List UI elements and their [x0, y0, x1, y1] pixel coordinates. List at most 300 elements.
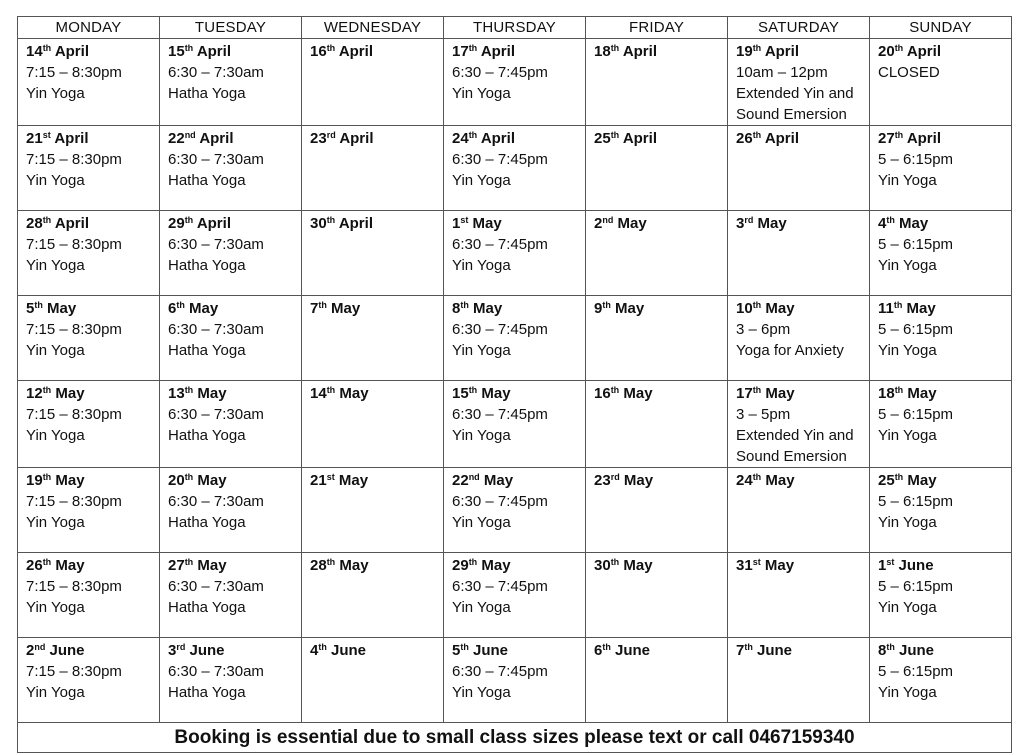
- cell-date: [594, 383, 727, 404]
- day-cell: [18, 39, 160, 126]
- cell-date: [736, 470, 869, 491]
- cell-date: [594, 555, 727, 576]
- day-cell: [302, 126, 444, 211]
- date-month: April: [196, 215, 231, 232]
- date-suffix: th: [894, 130, 904, 140]
- date-day: 12: [26, 385, 43, 402]
- cell-date: [26, 470, 159, 491]
- class-detail: Extended Yin and: [736, 427, 854, 444]
- class-detail: 7:15 – 8:30pm: [26, 321, 122, 338]
- date-suffix: th: [468, 43, 478, 53]
- class-detail: Hatha Yoga: [168, 684, 246, 701]
- date-suffix: st: [886, 557, 895, 567]
- class-detail: Sound Emersion: [736, 448, 847, 465]
- class-detail: 5 – 6:15pm: [878, 236, 954, 253]
- cell-date: [736, 298, 869, 319]
- date-suffix: th: [326, 385, 336, 395]
- cell-date: [26, 640, 159, 661]
- date-suffix: th: [602, 300, 611, 310]
- date-month: May: [481, 557, 511, 574]
- date-month: May: [906, 300, 936, 317]
- date-month: May: [339, 385, 369, 402]
- date-suffix: th: [752, 43, 762, 53]
- class-detail: 3 – 6pm: [736, 321, 791, 338]
- cell-date: [168, 640, 301, 661]
- cell-date: [878, 41, 1011, 62]
- date-month: June: [757, 642, 793, 659]
- date-suffix: th: [176, 300, 185, 310]
- day-cell: [302, 39, 444, 126]
- date-suffix: th: [184, 385, 194, 395]
- class-detail: 10am – 12pm: [736, 64, 828, 81]
- day-cell: [302, 468, 444, 553]
- class-detail: 7:15 – 8:30pm: [26, 406, 122, 423]
- date-month: May: [483, 472, 514, 489]
- day-cell: [728, 126, 870, 211]
- class-detail: 7:15 – 8:30pm: [26, 151, 122, 168]
- day-cell: [586, 39, 728, 126]
- day-cell: [18, 211, 160, 296]
- class-detail: 6:30 – 7:45pm: [452, 663, 548, 680]
- cell-date: [26, 41, 159, 62]
- date-day: 15: [168, 43, 185, 60]
- week-row: [18, 126, 1012, 211]
- date-suffix: th: [894, 385, 904, 395]
- class-detail: 6:30 – 7:30am: [168, 406, 264, 423]
- day-cell: [586, 211, 728, 296]
- day-header: WEDNESDAY: [302, 17, 444, 39]
- date-day: 18: [878, 385, 895, 402]
- class-detail: 6:30 – 7:30am: [168, 64, 264, 81]
- class-detail: Yin Yoga: [878, 427, 937, 444]
- date-month: May: [907, 385, 937, 402]
- class-detail: 3 – 5pm: [736, 406, 791, 423]
- date-month: May: [197, 385, 227, 402]
- class-detail: 6:30 – 7:30am: [168, 663, 264, 680]
- cell-date: [736, 640, 869, 661]
- class-detail: Hatha Yoga: [168, 172, 246, 189]
- date-month: May: [55, 557, 85, 574]
- date-day: 22: [452, 472, 469, 489]
- cell-date: [310, 213, 443, 234]
- class-detail: Yin Yoga: [452, 85, 511, 102]
- day-cell: [728, 296, 870, 381]
- day-cell: [728, 381, 870, 468]
- date-day: 8: [878, 642, 887, 659]
- class-detail: Yin Yoga: [452, 427, 511, 444]
- schedule-body: [18, 39, 1012, 723]
- class-detail: 7:15 – 8:30pm: [26, 236, 122, 253]
- class-detail: 6:30 – 7:30am: [168, 493, 264, 510]
- date-month: April: [338, 215, 373, 232]
- cell-date: [878, 213, 1011, 234]
- cell-date: [878, 298, 1011, 319]
- day-cell: [870, 381, 1012, 468]
- class-detail: 6:30 – 7:30am: [168, 578, 264, 595]
- cell-date: [310, 41, 443, 62]
- date-suffix: th: [42, 472, 52, 482]
- date-suffix: th: [752, 472, 762, 482]
- date-month: April: [339, 130, 374, 147]
- day-cell: [18, 126, 160, 211]
- date-suffix: th: [602, 642, 611, 652]
- class-detail: 5 – 6:15pm: [878, 151, 954, 168]
- date-suffix: th: [42, 215, 52, 225]
- date-suffix: th: [886, 642, 895, 652]
- cell-date: [452, 298, 585, 319]
- footer-row: [18, 723, 1012, 753]
- class-detail: Yin Yoga: [26, 85, 85, 102]
- cell-date: [594, 213, 727, 234]
- date-day: 25: [594, 130, 611, 147]
- date-day: 17: [452, 43, 469, 60]
- day-cell: [586, 638, 728, 723]
- date-month: April: [54, 130, 89, 147]
- class-detail: Yin Yoga: [452, 684, 511, 701]
- class-detail: 5 – 6:15pm: [878, 578, 954, 595]
- class-detail: 6:30 – 7:45pm: [452, 64, 548, 81]
- date-month: April: [622, 43, 657, 60]
- class-detail: Yin Yoga: [26, 172, 85, 189]
- class-detail: Yin Yoga: [878, 599, 937, 616]
- cell-date: [26, 383, 159, 404]
- date-suffix: st: [326, 472, 335, 482]
- class-detail: Yin Yoga: [878, 684, 937, 701]
- class-detail: 6:30 – 7:45pm: [452, 493, 548, 510]
- class-detail: 7:15 – 8:30pm: [26, 64, 122, 81]
- date-month: April: [338, 43, 373, 60]
- class-detail: Yin Yoga: [26, 684, 85, 701]
- date-day: 5: [26, 300, 35, 317]
- cell-date: [878, 128, 1011, 149]
- cell-date: [594, 128, 727, 149]
- day-cell: [160, 211, 302, 296]
- date-day: 30: [594, 557, 611, 574]
- date-day: 26: [736, 130, 753, 147]
- day-cell: [728, 638, 870, 723]
- day-cell: [302, 553, 444, 638]
- cell-date: [452, 41, 585, 62]
- date-suffix: rd: [610, 472, 620, 482]
- day-cell: [586, 296, 728, 381]
- date-day: 20: [168, 472, 185, 489]
- date-suffix: th: [886, 215, 895, 225]
- day-cell: [586, 126, 728, 211]
- date-month: May: [331, 300, 361, 317]
- class-detail: 6:30 – 7:45pm: [452, 321, 548, 338]
- cell-date: [168, 213, 301, 234]
- class-detail: Extended Yin and: [736, 85, 854, 102]
- day-cell: [160, 126, 302, 211]
- date-suffix: th: [744, 642, 753, 652]
- date-suffix: th: [894, 472, 904, 482]
- date-suffix: nd: [34, 642, 46, 652]
- class-detail: Hatha Yoga: [168, 514, 246, 531]
- date-day: 15: [452, 385, 469, 402]
- date-suffix: rd: [744, 215, 754, 225]
- date-day: 1: [878, 557, 887, 574]
- date-suffix: nd: [468, 472, 480, 482]
- cell-date: [168, 555, 301, 576]
- class-detail: Yin Yoga: [452, 342, 511, 359]
- class-detail: Yin Yoga: [26, 342, 85, 359]
- date-day: 18: [594, 43, 611, 60]
- day-cell: [160, 39, 302, 126]
- class-detail: 6:30 – 7:45pm: [452, 151, 548, 168]
- date-day: 16: [594, 385, 611, 402]
- day-cell: [444, 553, 586, 638]
- class-detail: Yin Yoga: [452, 257, 511, 274]
- cell-date: [26, 128, 159, 149]
- date-month: April: [54, 215, 89, 232]
- class-detail: 5 – 6:15pm: [878, 493, 954, 510]
- date-month: May: [472, 215, 502, 232]
- date-suffix: st: [752, 557, 761, 567]
- date-day: 19: [26, 472, 43, 489]
- class-detail: Yin Yoga: [26, 257, 85, 274]
- date-day: 20: [878, 43, 895, 60]
- cell-date: [310, 470, 443, 491]
- cell-date: [878, 383, 1011, 404]
- date-month: April: [480, 130, 515, 147]
- date-month: May: [55, 472, 85, 489]
- date-suffix: th: [610, 43, 620, 53]
- date-day: 6: [594, 642, 603, 659]
- week-row: [18, 553, 1012, 638]
- date-suffix: st: [42, 130, 51, 140]
- date-suffix: th: [610, 385, 620, 395]
- day-cell: [870, 553, 1012, 638]
- date-month: May: [338, 472, 369, 489]
- date-day: 19: [736, 43, 753, 60]
- date-day: 7: [310, 300, 319, 317]
- date-day: 5: [452, 642, 461, 659]
- class-detail: 6:30 – 7:45pm: [452, 406, 548, 423]
- date-day: 17: [736, 385, 753, 402]
- date-day: 28: [310, 557, 327, 574]
- class-detail: Hatha Yoga: [168, 599, 246, 616]
- date-suffix: th: [184, 557, 194, 567]
- day-header: MONDAY: [18, 17, 160, 39]
- date-day: 4: [878, 215, 887, 232]
- class-detail: Yin Yoga: [452, 172, 511, 189]
- day-header: THURSDAY: [444, 17, 586, 39]
- date-month: May: [623, 557, 653, 574]
- date-month: June: [615, 642, 651, 659]
- date-day: 3: [736, 215, 745, 232]
- day-cell: [444, 296, 586, 381]
- date-day: 26: [26, 557, 43, 574]
- date-month: April: [764, 130, 799, 147]
- date-month: June: [331, 642, 367, 659]
- date-suffix: th: [752, 300, 762, 310]
- cell-date: [736, 128, 869, 149]
- cell-date: [310, 640, 443, 661]
- schedule-wrapper: [17, 16, 1012, 753]
- cell-date: [310, 555, 443, 576]
- day-cell: [586, 553, 728, 638]
- date-suffix: th: [893, 300, 903, 310]
- date-suffix: th: [894, 43, 904, 53]
- date-month: April: [622, 130, 657, 147]
- cell-date: [452, 383, 585, 404]
- date-suffix: th: [468, 385, 478, 395]
- date-day: 30: [310, 215, 327, 232]
- day-cell: [302, 296, 444, 381]
- week-row: [18, 211, 1012, 296]
- class-detail: Hatha Yoga: [168, 342, 246, 359]
- day-header: FRIDAY: [586, 17, 728, 39]
- day-cell: [444, 211, 586, 296]
- date-day: 4: [310, 642, 319, 659]
- day-cell: [586, 468, 728, 553]
- date-suffix: th: [184, 472, 194, 482]
- day-cell: [870, 638, 1012, 723]
- date-day: 25: [878, 472, 895, 489]
- date-month: April: [480, 43, 515, 60]
- class-detail: 5 – 6:15pm: [878, 321, 954, 338]
- class-detail: Hatha Yoga: [168, 257, 246, 274]
- date-month: May: [899, 215, 929, 232]
- cell-date: [736, 555, 869, 576]
- week-row: [18, 381, 1012, 468]
- class-detail: 7:15 – 8:30pm: [26, 663, 122, 680]
- booking-notice: Booking is essential due to small class sizes please text or call 0467159340: [18, 723, 1012, 753]
- date-day: 9: [594, 300, 603, 317]
- day-cell: [728, 211, 870, 296]
- date-day: 7: [736, 642, 745, 659]
- date-suffix: st: [460, 215, 469, 225]
- class-detail: Yin Yoga: [26, 599, 85, 616]
- week-row: [18, 296, 1012, 381]
- class-detail: Yin Yoga: [452, 514, 511, 531]
- date-month: April: [764, 43, 799, 60]
- date-day: 11: [878, 300, 894, 317]
- class-detail: 6:30 – 7:45pm: [452, 236, 548, 253]
- class-detail: Yin Yoga: [878, 514, 937, 531]
- date-suffix: th: [752, 385, 762, 395]
- cell-date: [452, 470, 585, 491]
- day-header-row: [18, 17, 1012, 39]
- cell-date: [452, 213, 585, 234]
- date-suffix: th: [326, 557, 336, 567]
- cell-date: [452, 555, 585, 576]
- cell-date: [168, 470, 301, 491]
- date-day: 14: [26, 43, 43, 60]
- day-header: SUNDAY: [870, 17, 1012, 39]
- date-month: May: [473, 300, 503, 317]
- cell-date: [452, 128, 585, 149]
- date-month: May: [764, 557, 795, 574]
- day-cell: [302, 381, 444, 468]
- date-day: 23: [594, 472, 611, 489]
- date-suffix: nd: [184, 130, 196, 140]
- date-suffix: th: [610, 557, 620, 567]
- day-cell: [444, 39, 586, 126]
- day-cell: [444, 468, 586, 553]
- date-suffix: th: [610, 130, 620, 140]
- date-day: 8: [452, 300, 461, 317]
- class-detail: 5 – 6:15pm: [878, 406, 954, 423]
- day-cell: [18, 468, 160, 553]
- date-suffix: th: [42, 43, 52, 53]
- day-cell: [18, 296, 160, 381]
- date-suffix: th: [460, 300, 469, 310]
- day-cell: [728, 39, 870, 126]
- class-detail: Sound Emersion: [736, 106, 847, 123]
- date-suffix: nd: [602, 215, 614, 225]
- cell-date: [310, 298, 443, 319]
- date-month: April: [906, 43, 941, 60]
- class-detail: 6:30 – 7:30am: [168, 236, 264, 253]
- cell-date: [736, 41, 869, 62]
- cell-date: [594, 298, 727, 319]
- class-schedule-table: [17, 16, 1012, 753]
- cell-date: [168, 383, 301, 404]
- date-suffix: th: [42, 557, 52, 567]
- date-suffix: rd: [326, 130, 336, 140]
- date-suffix: rd: [176, 642, 186, 652]
- date-day: 29: [168, 215, 185, 232]
- date-month: June: [899, 642, 935, 659]
- week-row: [18, 468, 1012, 553]
- cell-date: [310, 128, 443, 149]
- day-cell: [728, 468, 870, 553]
- class-detail: 7:15 – 8:30pm: [26, 493, 122, 510]
- day-cell: [870, 39, 1012, 126]
- date-day: 23: [310, 130, 327, 147]
- cell-date: [594, 640, 727, 661]
- date-day: 27: [878, 130, 895, 147]
- date-suffix: th: [184, 215, 194, 225]
- date-month: June: [898, 557, 934, 574]
- cell-date: [878, 640, 1011, 661]
- date-month: May: [765, 300, 795, 317]
- date-suffix: th: [42, 385, 52, 395]
- day-cell: [444, 126, 586, 211]
- date-month: April: [54, 43, 89, 60]
- date-month: May: [765, 385, 795, 402]
- date-day: 22: [168, 130, 185, 147]
- week-row: [18, 39, 1012, 126]
- class-detail: Yin Yoga: [452, 599, 511, 616]
- day-cell: [160, 381, 302, 468]
- date-month: June: [189, 642, 225, 659]
- class-detail: Hatha Yoga: [168, 427, 246, 444]
- day-cell: [160, 553, 302, 638]
- day-cell: [302, 211, 444, 296]
- date-month: May: [765, 472, 795, 489]
- cell-date: [168, 41, 301, 62]
- day-cell: [870, 126, 1012, 211]
- date-day: 2: [26, 642, 35, 659]
- cell-date: [594, 41, 727, 62]
- date-month: May: [623, 472, 654, 489]
- class-detail: 6:30 – 7:45pm: [452, 578, 548, 595]
- date-month: May: [481, 385, 511, 402]
- date-suffix: th: [318, 642, 327, 652]
- day-cell: [160, 468, 302, 553]
- cell-date: [168, 128, 301, 149]
- date-month: May: [189, 300, 219, 317]
- date-day: 28: [26, 215, 43, 232]
- date-suffix: th: [752, 130, 762, 140]
- date-suffix: th: [468, 557, 478, 567]
- date-month: May: [197, 557, 227, 574]
- date-month: May: [197, 472, 227, 489]
- date-month: May: [615, 300, 645, 317]
- date-month: June: [49, 642, 85, 659]
